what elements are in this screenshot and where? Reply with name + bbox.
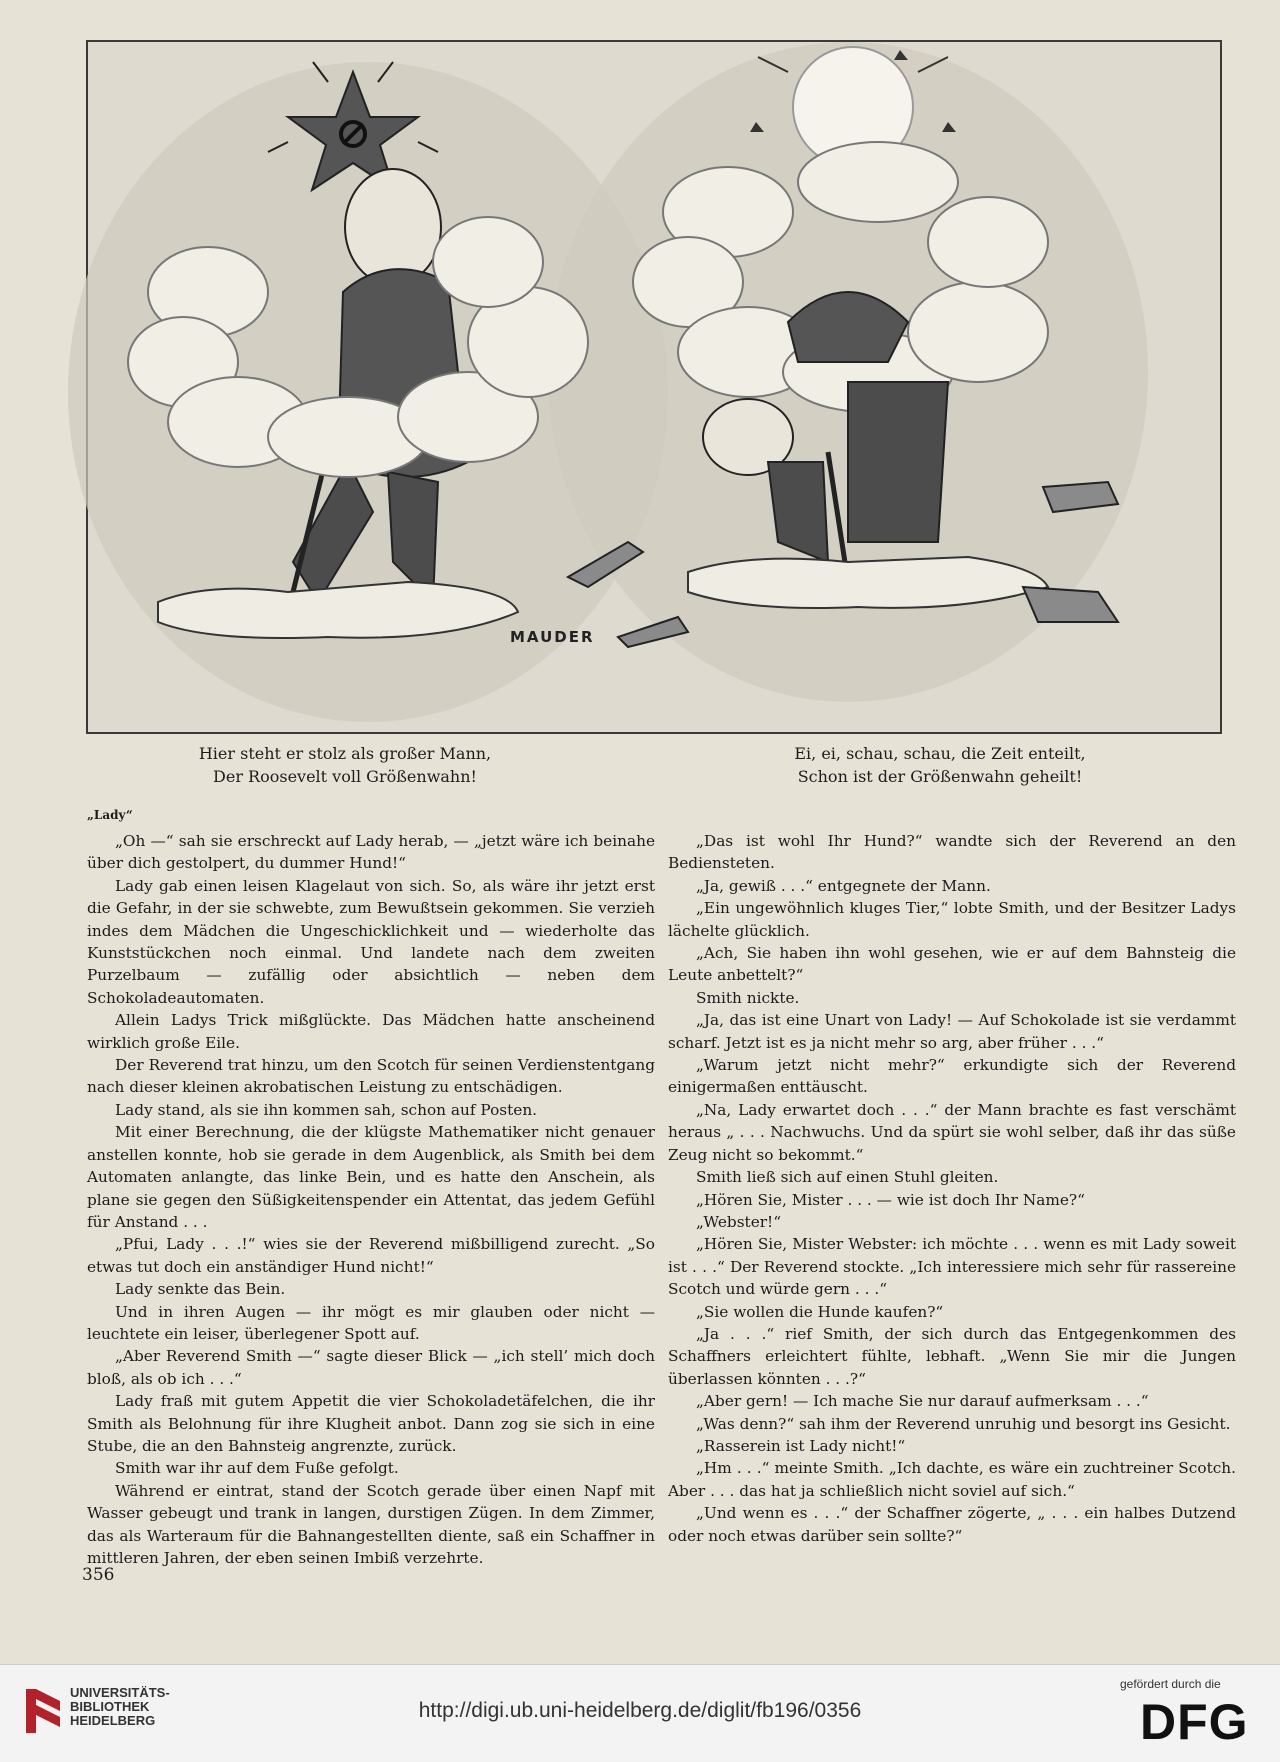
paragraph: Während er eintrat, stand der Scotch gerade über einen Napf mit Wasser gebeugt und trank in langen, durstigen Zügen. In dem Zimmer, das als Warteraum für die Bahnangestellten diente, saß ein Schaffner in mittleren Jahren, der eben seinen Imbiß verzehrte. (87, 1481, 655, 1567)
paragraph: Der Reverend trat hinzu, um den Scotch für seinen Verdienstentgang nach dieser kleinen akrobatischen Leistung zu entschädigen. (87, 1056, 655, 1097)
university-library-logo-icon[interactable] (22, 1683, 64, 1739)
paragraph: Allein Ladys Trick mißglückte. Das Mädchen hatte anscheinend wirklich große Eile. (87, 1011, 655, 1052)
digitization-footer (0, 1664, 1280, 1762)
paragraph: Lady fraß mit gutem Appetit die vier Schokoladetäfelchen, die ihr Smith als Belohnung für ihre Klugheit anbot. Dann zog sie sich in eine Stube, die an den Bahnsteig angrenzte, zurück. (87, 1392, 655, 1455)
ice-floe-right (688, 557, 1048, 608)
paragraph: Lady gab einen leisen Klagelaut von sich. So, als wäre ihr jetzt erst die Gefahr, in der sie schwebte, zum Bewußtsein gekommen. Sie verzieh indes dem Mädchen die Ungeschicklichkeit und — wiederholte das Kunststückchen noch einmal. Und landete nach dem zweiten Purzelbaum — zufällig oder absichtlich — neben dem Schokoladeautomaten. (87, 876, 655, 1007)
paragraph: „Hm . . .“ meinte Smith. „Ich dachte, es wäre ein zuchtreiner Scotch. Aber . . . das hat ja schließlich nicht soviel auf sich.“ (668, 1459, 1236, 1500)
story-heading: „Lady“ (87, 808, 133, 822)
paragraph: „Ja, gewiß . . .“ entgegnete der Mann. (696, 876, 991, 895)
paragraph: „Warum jetzt nicht mehr?“ erkundigte sich der Reverend einigermaßen enttäuscht. (668, 1056, 1236, 1097)
paragraph: „Sie wollen die Hunde kaufen?“ (696, 1302, 944, 1321)
paragraph: „Aber gern! — Ich mache Sie nur darauf aufmerksam . . .“ (696, 1392, 1149, 1411)
permalink-url[interactable]: http://digi.ub.uni-heidelberg.de/diglit/fb196/0356 (418, 1699, 862, 1722)
paragraph: „Hören Sie, Mister Webster: ich möchte . . . wenn es mit Lady soweit ist . . .“ Der Reverend stockte. „Ich interessiere mich sehr für rassereine Scotch und würde gern . . .“ (668, 1235, 1236, 1299)
paragraph: „Pfui, Lady . . .!“ wies sie der Reverend mißbilligend zurecht. „So etwas tut doch ein anständiger Hund nicht!“ (87, 1235, 655, 1276)
paragraph: „Na, Lady erwartet doch . . .“ der Mann brachte es fast verschämt heraus „ . . . Nachwuchs. Und da spürt sie wohl selber, daß ihr das süße Zeug nicht so bekommt.“ (668, 1100, 1236, 1164)
page-number: 356 (82, 1565, 115, 1585)
paragraph: „Und wenn es . . .“ der Schaffner zögerte, „ . . . ein halbes Dutzend oder noch etwas darüber sein sollte?“ (668, 1504, 1236, 1545)
paragraph: „Aber Reverend Smith —“ sagte dieser Blick — „ich stell’ mich doch bloß, als ob ich . . .“ (87, 1347, 655, 1388)
caption-left-line2: Der Roosevelt voll Größenwahn! (213, 767, 477, 786)
artist-signature: MAUDER (510, 628, 595, 646)
paragraph: Lady senkte das Bein. (115, 1280, 286, 1299)
paragraph: „Oh —“ sah sie erschreckt auf Lady herab, — „jetzt wäre ich beinahe über dich gestolpert, du dummer Hund!“ (87, 832, 655, 873)
paragraph: „Das ist wohl Ihr Hund?“ wandte sich der Reverend an den Bediensteten. (668, 832, 1236, 873)
paragraph: Smith war ihr auf dem Fuße gefolgt. (115, 1459, 399, 1478)
paragraph: Smith nickte. (696, 988, 800, 1007)
paragraph: Lady stand, als sie ihn kommen sah, schon auf Posten. (115, 1100, 538, 1119)
caption-right (730, 742, 1150, 788)
cartoon-drawing (88, 42, 1220, 732)
caption-right-line1: Ei, ei, schau, schau, die Zeit enteilt, (794, 744, 1086, 763)
paragraph: „Ach, Sie haben ihn wohl gesehen, wie er auf dem Bahnsteig die Leute anbettelt?“ (668, 944, 1236, 985)
paragraph: „Ein ungewöhnlich kluges Tier,“ lobte Smith, und der Besitzer Ladys lächelte glücklich. (668, 899, 1236, 940)
cartoon-illustration (86, 40, 1222, 734)
paragraph: „Ja . . .“ rief Smith, der sich durch das Entgegenkommen des Schaffners erleichtert fühlte, lebhaft. „Wenn Sie mir die Jungen überlassen könnten . . .?“ (668, 1324, 1236, 1388)
paragraph: „Webster!“ (696, 1212, 782, 1231)
paragraph: „Hören Sie, Mister . . . — wie ist doch Ihr Name?“ (696, 1190, 1085, 1209)
paragraph: „Rasserein ist Lady nicht!“ (696, 1436, 906, 1455)
paragraph: Smith ließ sich auf einen Stuhl gleiten. (696, 1168, 999, 1187)
caption-left (135, 742, 555, 788)
caption-right-line2: Schon ist der Größenwahn geheilt! (797, 767, 1083, 786)
text-column-left (87, 830, 655, 1567)
paragraph: „Ja, das ist eine Unart von Lady! — Auf Schokolade ist sie verdammt scharf. Jetzt ist es ja nicht mehr so arg, aber früher . . .“ (668, 1011, 1236, 1052)
text-column-right (668, 830, 1236, 1545)
dfg-logo[interactable]: DFG (1140, 1694, 1249, 1750)
caption-left-line1: Hier steht er stolz als großer Mann, (198, 744, 492, 763)
funded-by-label: gefördert durch die (1120, 1677, 1221, 1691)
paragraph: Mit einer Berechnung, die der klügste Mathematiker nicht genauer anstellen konnte, hob sie gerade in dem Augenblick, als Smith bei dem Automaten anlangte, das linke Bein, und es hatte den Anschein, als plane sie gegen den Süßigkeitenspender ein Attentat, das jedem Gefühl für Anstand . . . (87, 1123, 655, 1231)
paragraph: „Was denn?“ sah ihm der Reverend unruhig und besorgt ins Gesicht. (696, 1414, 1231, 1433)
paragraph: Und in ihren Augen — ihr mögt es mir glauben oder nicht — leuchtete ein leiser, überlegener Spott auf. (87, 1302, 655, 1343)
university-library-name[interactable]: UNIVERSITÄTS- BIBLIOTHEK HEIDELBERG (70, 1685, 170, 1728)
